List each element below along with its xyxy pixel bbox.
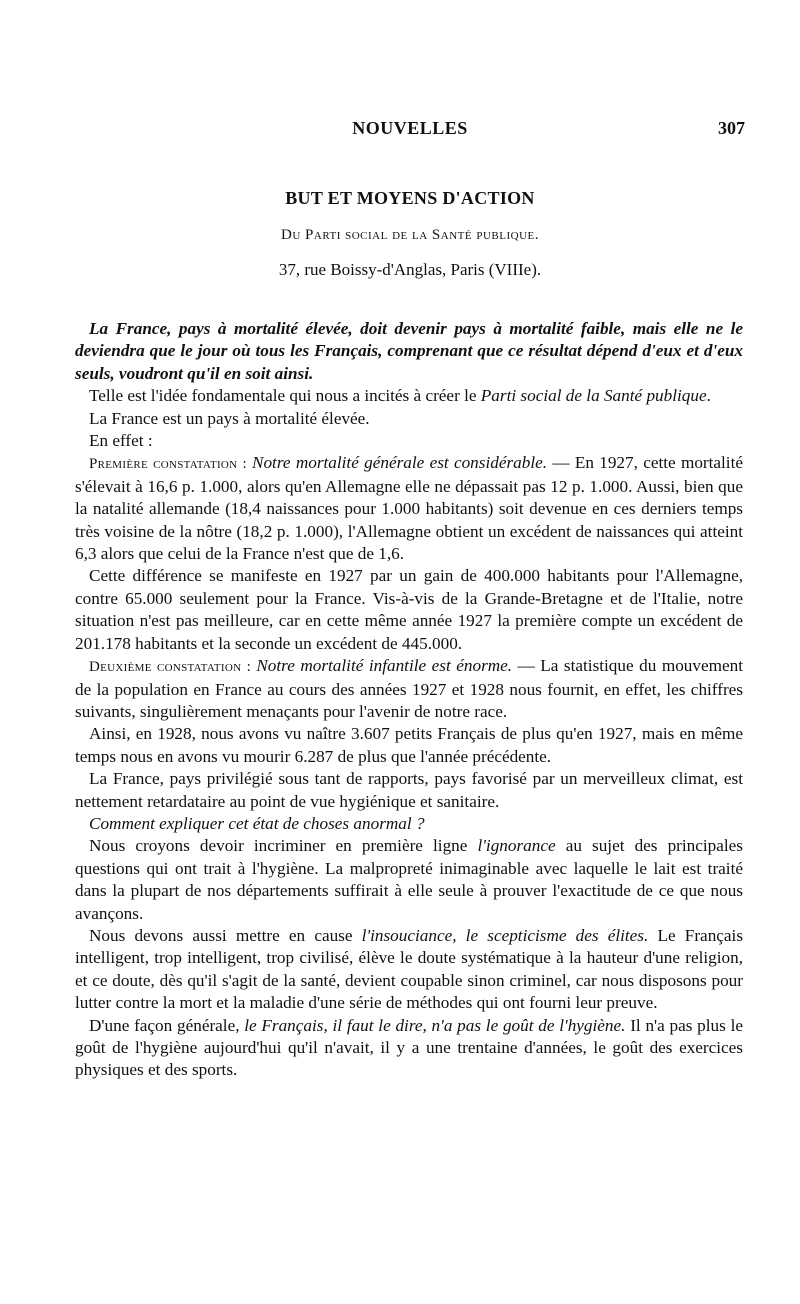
- paragraph-intro: La France, pays à mortalité élevée, doit devenir pays à mortalité faible, mais elle ne le deviendra que le jour où tous les Français, comprenant que ce résultat dépend d'eux et d'eux seuls, voudront qu'il en soit ainsi.: [75, 319, 743, 383]
- paragraph: En effet :: [89, 431, 153, 451]
- party-name: Parti social de la Santé publique: [480, 386, 707, 406]
- paragraph-question: Comment expliquer cet état de choses anormal ?: [89, 813, 425, 833]
- paragraph: La France, pays privilégié sous tant de rapports, pays favorisé par un merveilleux climat, est nettement retardataire au point de vue hygiénique et sanitaire.: [75, 769, 743, 811]
- running-header: [75, 118, 745, 146]
- paragraph: Ainsi, en 1928, nous avons vu naître 3.607 petits Français de plus qu'en 1927, mais en même temps nous en avons vu mourir 6.287 de plus que l'année précédente.: [75, 724, 743, 766]
- paragraph: Cette différence se manifeste en 1927 par un gain de 400.000 habitants pour l'Allemagne, contre 65.000 seulement pour la France. Vis-à-vis de la Grande-Bretagne et de l'Italie, notre situation n'est pas meilleure, car en cette même année 1927 la première compte un excédent de 201.178 habitants et la seconde un excédent de 445.000.: [75, 566, 743, 653]
- text-run: .: [706, 386, 711, 406]
- paragraph: La France est un pays à mortalité élevée.: [89, 408, 370, 428]
- text-run: — La statistique du mouvement de la population en France au cours des années 1927 et 1928 nous fournit, en effet, les chiffres suivants, singulièrement menaçants pour l'avenir de notre race.: [75, 656, 743, 721]
- finding-heading: Notre mortalité générale est considérable.: [252, 453, 548, 473]
- text-run: Nous devons aussi mettre en cause: [89, 925, 362, 945]
- article-subtitle: Du Parti social de la Santé publique.: [281, 227, 539, 243]
- text-run: Telle est l'idée fondamentale qui nous a incités à créer le: [89, 386, 481, 406]
- text-run: — En 1927, cette mortalité s'élevait à 16,6 p. 1.000, alors qu'en Allemagne elle ne dépassait pas 12 p. 1.000. Aussi, bien que la natalité allemande (18,4 naissances pour 1.000 habitants) soit devenue en ces derniers temps très voisine de la nôtre (18,2 p. 1.000), l'Allemagne obtient un excédent de naissances qui atteint 6,3 alors que celui de la France n'est que de 1,6.: [75, 453, 743, 564]
- article-body: [75, 318, 743, 1082]
- paragraph: [75, 1015, 743, 1082]
- emphasis: l'insouciance, le scepticisme des élites.: [361, 925, 649, 945]
- section-title: NOUVELLES: [352, 118, 468, 138]
- text-run: D'une façon générale,: [89, 1015, 245, 1035]
- article-address: 37, rue Boissy-d'Anglas, Paris (VIIIe).: [278, 260, 542, 279]
- text-run: Le Français intelligent, trop intelligent, trop civilisé, élève le doute systématique à la hauteur d'une religion, et ce doute, dès qu'il s'agit de la santé, devient coupable sinon criminel, car nous disposons pour lutter contre la mort et la maladie d'une série de méthodes qui ont fourni leur preuve.: [75, 925, 744, 1013]
- paragraph: [75, 835, 743, 925]
- emphasis: le Français, il faut le dire, n'a pas le goût de l'hygiène.: [244, 1015, 626, 1035]
- emphasis: l'ignorance: [477, 836, 556, 856]
- text-run: Nous croyons devoir incriminer en première ligne: [89, 836, 478, 856]
- paragraph: [75, 385, 743, 407]
- paragraph-first-finding: [75, 452, 743, 565]
- paragraph-second-finding: [75, 655, 743, 723]
- finding-label: Deuxième constatation :: [89, 659, 257, 676]
- finding-heading: Notre mortalité infantile est énorme.: [256, 656, 513, 676]
- text-run: Il n'a pas plus le goût de l'hygiène aujourd'hui qu'il n'avait, il y a une trentaine d'années, le goût des exercices physiques et des sports.: [75, 1015, 743, 1080]
- article-title: BUT ET MOYENS D'ACTION: [285, 188, 535, 208]
- page-number: 307: [718, 118, 745, 138]
- paragraph: [75, 925, 743, 1015]
- text-run: au sujet des principales questions qui ont trait à l'hygiène. La malpropreté inimaginable avec laquelle le lait est traité dans la plupart de nos départements suffirait à elle seule à prouver l'exactitude de ce que nous avançons.: [75, 836, 743, 923]
- finding-label: Première constatation :: [89, 456, 252, 473]
